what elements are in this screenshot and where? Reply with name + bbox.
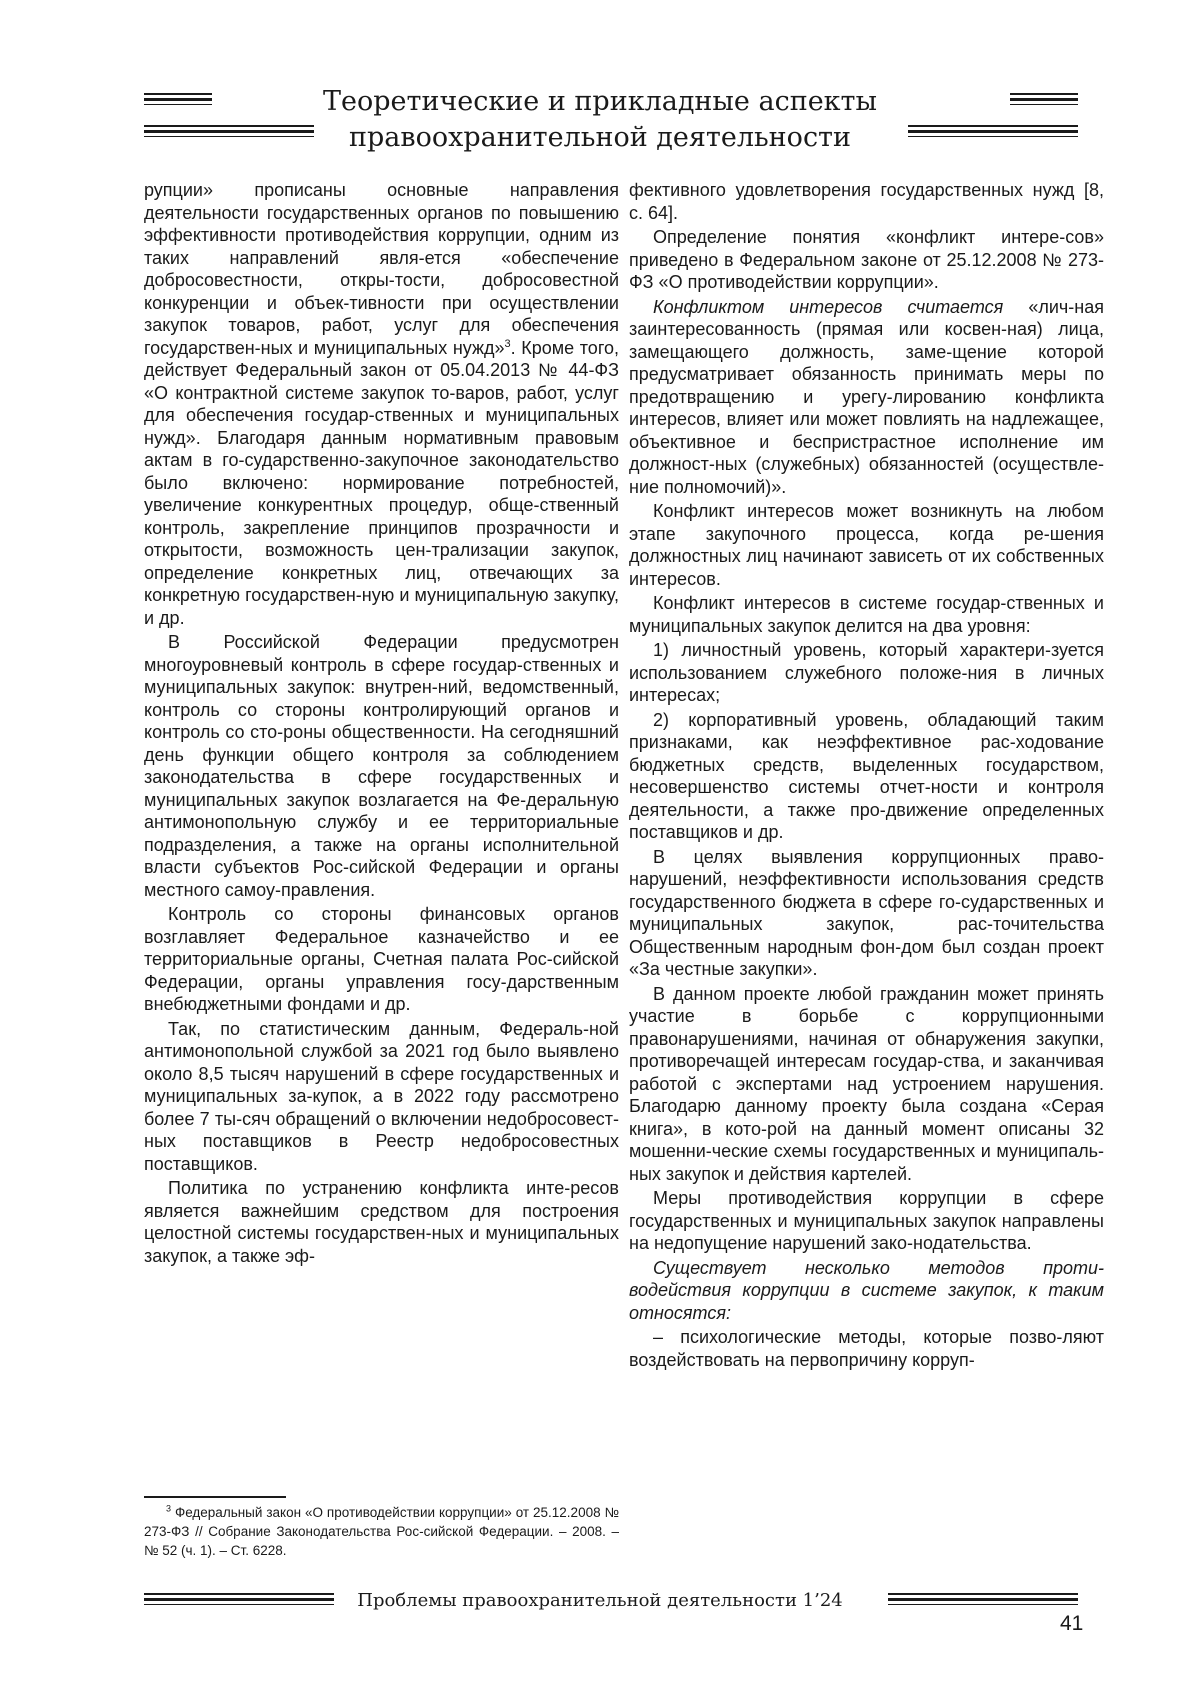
header-rule-right-bottom xyxy=(908,125,1078,140)
list-item: 1) личностный уровень, который характери-зуется использованием служебного положе-ния в личных интересах; xyxy=(629,640,1104,705)
footnote-number: 3 xyxy=(166,1503,172,1514)
paragraph: Контроль со стороны финансовых органов возглавляет Федеральное казначейство и ее территориальные органы, Счетная палата Рос-сийской Федерации, органы управления госу-дарственным внебюджетными фондами и др. xyxy=(144,904,619,1014)
section-header-line-1: Теоретические и прикладные аспекты xyxy=(323,86,877,117)
paragraph: Конфликтом интересов считается «лич-ная заинтересованность (прямая или косвен-ная) лица, замещающего должность, заме-щение которой предусматривает обязанность принимать меры по предотвращению и урегу-лированию конфликта интересов, влияет или может повлиять на надлежащее, объективное и беспристрастное исполнение им должност-ных (служебных) обязанностей (осуществле-ние полномочий)». xyxy=(629,296,1104,497)
paragraph: Конфликт интересов может возникнуть на любом этапе закупочного процесса, когда ре-шения должностных лиц начинают зависеть от их собственных интересов. xyxy=(629,501,1104,589)
footnote-ref[interactable]: 3 xyxy=(504,337,511,350)
paragraph: В целях выявления коррупционных право-нарушений, неэффективности использования средств государственного бюджета в сфере го-сударственных и муниципальных закупок, рас-точительства Общественным народным фон-дом был создан проект «За честные закупки». xyxy=(629,846,1104,979)
emphasis-term: Конфликтом интересов считается xyxy=(653,296,1004,317)
header-rule-right-top xyxy=(1010,93,1078,108)
paragraph: Так, по статистическим данным, Федераль-ной антимонопольной службой за 2021 год было выявлено около 8,5 тысяч нарушений в сфере государственных и муниципальных за-купок, а в 2022 году рассмотрено более 7 ты-сяч обращений о включении недобросовест-ных поставщиков в Реестр недобросовестных поставщиков. xyxy=(144,1018,619,1174)
paragraph: Конфликт интересов в системе государ-ственных и муниципальных закупок делится на два уровня: xyxy=(629,593,1104,636)
section-header-title xyxy=(300,84,900,156)
footnote xyxy=(144,1503,619,1560)
journal-footer-title: Проблемы правоохранительной деятельности 1’24 xyxy=(357,1590,843,1611)
emphasis-sentence: Существует несколько методов проти-водействия коррупции в системе закупок, к таким относятся: xyxy=(629,1257,1104,1323)
right-text-column xyxy=(629,179,1104,1373)
paragraph: Политика по устранению конфликта инте-ресов является важнейшим средством для построения целостной системы государствен-ных и муниципальных закупок, а также эф- xyxy=(144,1178,619,1266)
paragraph: В Российской Федерации предусмотрен многоуровневый контроль в сфере государ-ственных и муниципальных закупок: внутрен-ний, ведомственный, контроль со стороны контролирующий органов и контроль со сто-роны общественности. На сегодняшний день функции общего контроля за соблюдением законодательства в сфере государственных и муниципальных закупок возлагается на Фе-деральную антимонопольную службу и ее территориальные подразделения, а также на органы исполнительной власти субъектов Рос-сийской Федерации и органы местного самоу-правления. xyxy=(144,632,619,900)
footnote-separator xyxy=(144,1496,286,1498)
footer-rule-right xyxy=(888,1593,1078,1608)
header-rule-left-bottom xyxy=(144,125,314,140)
page-number: 41 xyxy=(1060,1612,1084,1635)
left-text-column xyxy=(144,179,619,1269)
paragraph: фективного удовлетворения государственных нужд [8, с. 64]. xyxy=(629,180,1104,223)
section-header-line-2: правоохранительной деятельности xyxy=(349,122,851,153)
paragraph: Меры противодействия коррупции в сфере государственных и муниципальных закупок направлены на недопущение нарушений зако-нодательства. xyxy=(629,1188,1104,1253)
list-item: – психологические методы, которые позво-ляют воздействовать на первопричину корруп- xyxy=(629,1327,1104,1370)
paragraph: В данном проекте любой гражданин может принять участие в борьбе с коррупционными правонарушениями, начиная от обнаружения закупки, противоречащей интересам государ-ства, и заканчивая работой с экспертами над устроением нарушения. Благодарю данному проекту была создана «Серая книга», в кото-рой на данный момент описаны 32 мошенни-ческие схемы государственных и муниципаль-ных закупок и действия картелей. xyxy=(629,983,1104,1184)
list-item: 2) корпоративный уровень, обладающий таким признаками, как неэффективное рас-ходование бюджетных средств, выделенных государством, несовершенство системы отчет-ности и контроля деятельности, а также про-движение определенных поставщиков и др. xyxy=(629,709,1104,842)
paragraph xyxy=(629,1257,1104,1325)
header-rule-left-top xyxy=(144,93,212,108)
footnote-text: Федеральный закон «О противодействии коррупции» от 25.12.2008 № 273-ФЗ // Собрание Законодательства Рос-сийской Федерации. – 2008. – № 52 (ч. 1). – Ст. 6228. xyxy=(144,1505,619,1558)
paragraph: рупции» прописаны основные направления деятельности государственных органов по повышению эффективности противодействия коррупции, одним из таких направлений явля-ется «обеспечение добросовестности, откры-тости, добросовестной конкуренции и объек-тивности при осуществлении закупок товаров, работ, услуг для обеспечения государствен-ных и муниципальных нужд»$^3$. Кроме того, действует Федеральный закон от 05.04.2013 № 44-ФЗ «О контрактной системе закупок то-варов, работ, услуг для обеспечения государ-ственных и муниципальных нужд». Благодаря данным нормативным правовым актам в го-сударственно-закупочное законодательство было включено: нормирование потребностей, увеличение конкурентных процедур, обще-ственный контроль, закрепление принципов прозрачности и открытости, возможность цен-трализации закупок, определение конкретных лиц, отвечающих за конкретную государствен-ную и муниципальную закупку, и др. xyxy=(144,180,619,628)
footer-rule-left xyxy=(144,1593,334,1608)
paragraph: Определение понятия «конфликт интере-сов» приведено в Федеральном законе от 25.12.2008 № 273-ФЗ «О противодействии коррупции». xyxy=(629,227,1104,292)
